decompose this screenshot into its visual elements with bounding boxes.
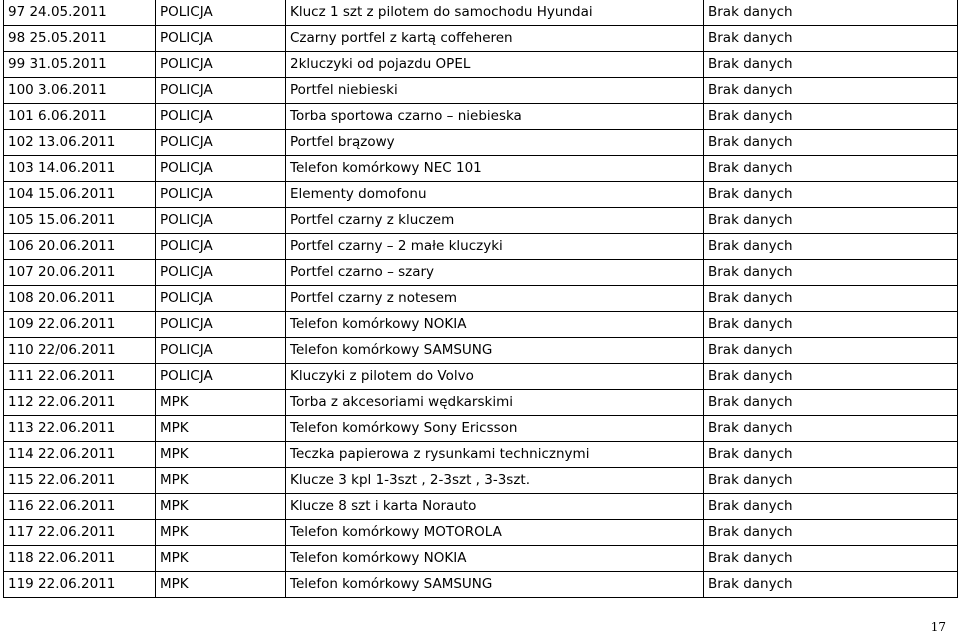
cell-item-description: Telefon komórkowy Sony Ericsson: [286, 416, 704, 442]
table-row: [4, 520, 958, 546]
cell-number-date: 115 22.06.2011: [4, 468, 156, 494]
cell-status: Brak danych: [704, 26, 958, 52]
cell-number-date: 116 22.06.2011: [4, 494, 156, 520]
cell-number-date: 99 31.05.2011: [4, 52, 156, 78]
cell-unit: POLICJA: [156, 156, 286, 182]
cell-number-date: 105 15.06.2011: [4, 208, 156, 234]
cell-status: Brak danych: [704, 442, 958, 468]
cell-number-date: 119 22.06.2011: [4, 572, 156, 598]
cell-number-date: 104 15.06.2011: [4, 182, 156, 208]
table-row: [4, 26, 958, 52]
cell-item-description: Klucze 8 szt i karta Norauto: [286, 494, 704, 520]
cell-item-description: Telefon komórkowy MOTOROLA: [286, 520, 704, 546]
table-row: [4, 234, 958, 260]
table-row: [4, 260, 958, 286]
cell-status: Brak danych: [704, 338, 958, 364]
cell-unit: MPK: [156, 390, 286, 416]
table-row: [4, 52, 958, 78]
cell-status: Brak danych: [704, 494, 958, 520]
table-row: [4, 208, 958, 234]
table-row: [4, 130, 958, 156]
cell-number-date: 102 13.06.2011: [4, 130, 156, 156]
cell-status: Brak danych: [704, 130, 958, 156]
cell-status: Brak danych: [704, 546, 958, 572]
cell-unit: POLICJA: [156, 312, 286, 338]
cell-number-date: 111 22.06.2011: [4, 364, 156, 390]
cell-unit: POLICJA: [156, 52, 286, 78]
cell-item-description: Klucz 1 szt z pilotem do samochodu Hyundai: [286, 0, 704, 26]
cell-item-description: Portfel czarno – szary: [286, 260, 704, 286]
cell-number-date: 107 20.06.2011: [4, 260, 156, 286]
cell-status: Brak danych: [704, 52, 958, 78]
cell-unit: MPK: [156, 468, 286, 494]
cell-item-description: Portfel czarny – 2 małe kluczyki: [286, 234, 704, 260]
cell-number-date: 101 6.06.2011: [4, 104, 156, 130]
cell-status: Brak danych: [704, 468, 958, 494]
cell-unit: POLICJA: [156, 104, 286, 130]
table-row: [4, 442, 958, 468]
cell-unit: POLICJA: [156, 364, 286, 390]
cell-unit: POLICJA: [156, 260, 286, 286]
table-row: [4, 182, 958, 208]
cell-status: Brak danych: [704, 78, 958, 104]
cell-number-date: 103 14.06.2011: [4, 156, 156, 182]
cell-item-description: Czarny portfel z kartą coffeheren: [286, 26, 704, 52]
cell-number-date: 100 3.06.2011: [4, 78, 156, 104]
cell-status: Brak danych: [704, 364, 958, 390]
cell-number-date: 114 22.06.2011: [4, 442, 156, 468]
cell-item-description: Torba sportowa czarno – niebieska: [286, 104, 704, 130]
cell-item-description: Klucze 3 kpl 1-3szt , 2-3szt , 3-3szt.: [286, 468, 704, 494]
cell-item-description: Elementy domofonu: [286, 182, 704, 208]
cell-status: Brak danych: [704, 416, 958, 442]
cell-item-description: Kluczyki z pilotem do Volvo: [286, 364, 704, 390]
cell-unit: POLICJA: [156, 338, 286, 364]
cell-unit: POLICJA: [156, 130, 286, 156]
table-row: [4, 416, 958, 442]
cell-item-description: Teczka papierowa z rysunkami technicznymi: [286, 442, 704, 468]
found-items-table: [3, 0, 958, 598]
cell-status: Brak danych: [704, 156, 958, 182]
cell-number-date: 106 20.06.2011: [4, 234, 156, 260]
cell-unit: POLICJA: [156, 26, 286, 52]
cell-item-description: Telefon komórkowy SAMSUNG: [286, 338, 704, 364]
cell-item-description: Telefon komórkowy NEC 101: [286, 156, 704, 182]
table-row: [4, 156, 958, 182]
cell-item-description: Torba z akcesoriami wędkarskimi: [286, 390, 704, 416]
cell-number-date: 110 22/06.2011: [4, 338, 156, 364]
cell-item-description: Portfel czarny z kluczem: [286, 208, 704, 234]
cell-number-date: 108 20.06.2011: [4, 286, 156, 312]
cell-unit: MPK: [156, 494, 286, 520]
cell-status: Brak danych: [704, 234, 958, 260]
cell-unit: MPK: [156, 572, 286, 598]
table-row: [4, 546, 958, 572]
cell-unit: POLICJA: [156, 182, 286, 208]
cell-status: Brak danych: [704, 0, 958, 26]
cell-unit: MPK: [156, 442, 286, 468]
page-number: 17: [930, 620, 946, 634]
table-row: [4, 0, 958, 26]
cell-unit: MPK: [156, 546, 286, 572]
cell-unit: MPK: [156, 520, 286, 546]
cell-number-date: 113 22.06.2011: [4, 416, 156, 442]
cell-item-description: Portfel niebieski: [286, 78, 704, 104]
cell-number-date: 97 24.05.2011: [4, 0, 156, 26]
cell-item-description: Telefon komórkowy NOKIA: [286, 312, 704, 338]
cell-unit: MPK: [156, 416, 286, 442]
cell-status: Brak danych: [704, 260, 958, 286]
table-row: [4, 338, 958, 364]
table-row: [4, 286, 958, 312]
table-row: [4, 78, 958, 104]
cell-status: Brak danych: [704, 312, 958, 338]
table-row: [4, 494, 958, 520]
cell-status: Brak danych: [704, 286, 958, 312]
cell-number-date: 98 25.05.2011: [4, 26, 156, 52]
cell-status: Brak danych: [704, 208, 958, 234]
cell-item-description: Telefon komórkowy NOKIA: [286, 546, 704, 572]
table-row: [4, 468, 958, 494]
table-row: [4, 572, 958, 598]
cell-status: Brak danych: [704, 572, 958, 598]
table-row: [4, 390, 958, 416]
cell-status: Brak danych: [704, 182, 958, 208]
table-row: [4, 104, 958, 130]
cell-unit: POLICJA: [156, 234, 286, 260]
cell-number-date: 118 22.06.2011: [4, 546, 156, 572]
table-row: [4, 312, 958, 338]
cell-unit: POLICJA: [156, 208, 286, 234]
cell-status: Brak danych: [704, 390, 958, 416]
cell-number-date: 109 22.06.2011: [4, 312, 156, 338]
table-row: [4, 364, 958, 390]
cell-item-description: Telefon komórkowy SAMSUNG: [286, 572, 704, 598]
cell-item-description: Portfel brązowy: [286, 130, 704, 156]
cell-number-date: 117 22.06.2011: [4, 520, 156, 546]
cell-unit: POLICJA: [156, 78, 286, 104]
cell-item-description: 2kluczyki od pojazdu OPEL: [286, 52, 704, 78]
cell-unit: POLICJA: [156, 286, 286, 312]
cell-unit: POLICJA: [156, 0, 286, 26]
cell-status: Brak danych: [704, 520, 958, 546]
cell-item-description: Portfel czarny z notesem: [286, 286, 704, 312]
table-body: [4, 0, 958, 598]
cell-number-date: 112 22.06.2011: [4, 390, 156, 416]
cell-status: Brak danych: [704, 104, 958, 130]
